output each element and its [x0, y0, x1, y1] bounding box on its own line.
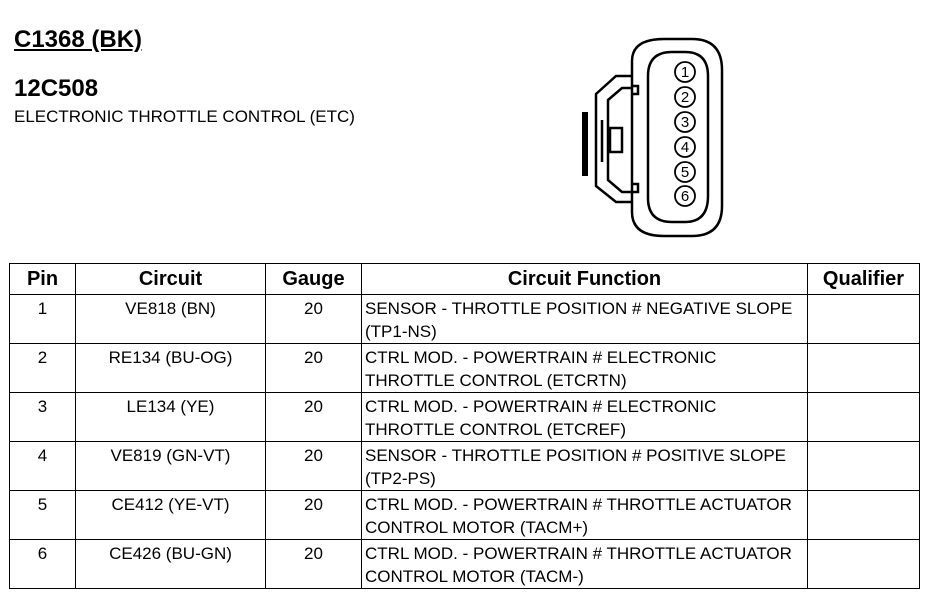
pin-marker-6: 6	[680, 188, 690, 205]
cell-circuit: VE819 (GN-VT)	[76, 442, 266, 491]
cell-pin: 2	[10, 344, 76, 393]
table-header-row	[10, 264, 920, 295]
connector-id: C1368 (BK)	[14, 26, 143, 53]
cell-qualifier	[808, 540, 920, 589]
pin-marker-5: 5	[680, 164, 690, 181]
cell-pin: 1	[10, 295, 76, 344]
cell-qualifier	[808, 295, 920, 344]
table-row	[10, 344, 920, 393]
connector-description: ELECTRONIC THROTTLE CONTROL (ETC)	[14, 107, 355, 126]
cell-gauge: 20	[266, 295, 362, 344]
cell-qualifier	[808, 344, 920, 393]
cell-gauge: 20	[266, 442, 362, 491]
cell-gauge: 20	[266, 540, 362, 589]
cell-pin: 4	[10, 442, 76, 491]
cell-gauge: 20	[266, 393, 362, 442]
table-row	[10, 295, 920, 344]
cell-circuit-function: CTRL MOD. - POWERTRAIN # ELECTRONIC THROTTLE CONTROL (ETCREF)	[362, 393, 808, 442]
cell-circuit-function: SENSOR - THROTTLE POSITION # POSITIVE SLOPE (TP2-PS)	[362, 442, 808, 491]
table-row	[10, 393, 920, 442]
cell-circuit: LE134 (YE)	[76, 393, 266, 442]
header-qualifier: Qualifier	[808, 264, 920, 295]
pin-marker-4: 4	[680, 139, 690, 156]
table-row	[10, 442, 920, 491]
cell-gauge: 20	[266, 491, 362, 540]
part-number: 12C508	[14, 75, 99, 102]
cell-pin: 3	[10, 393, 76, 442]
pin-marker-3: 3	[680, 114, 690, 131]
cell-pin: 6	[10, 540, 76, 589]
cell-circuit: CE412 (YE-VT)	[76, 491, 266, 540]
connector-face-drawing	[572, 36, 772, 242]
cell-circuit-function: CTRL MOD. - POWERTRAIN # THROTTLE ACTUATOR CONTROL MOTOR (TACM+)	[362, 491, 808, 540]
cell-circuit: CE426 (BU-GN)	[76, 540, 266, 589]
header-gauge: Gauge	[266, 264, 362, 295]
cell-qualifier	[808, 393, 920, 442]
header-circuit: Circuit	[76, 264, 266, 295]
cell-circuit: VE818 (BN)	[76, 295, 266, 344]
cell-qualifier	[808, 491, 920, 540]
table-row	[10, 540, 920, 589]
pin-marker-2: 2	[680, 89, 690, 106]
cell-gauge: 20	[266, 344, 362, 393]
header-pin: Pin	[10, 264, 76, 295]
cell-circuit-function: CTRL MOD. - POWERTRAIN # ELECTRONIC THROTTLE CONTROL (ETCRTN)	[362, 344, 808, 393]
cell-circuit-function: CTRL MOD. - POWERTRAIN # THROTTLE ACTUATOR CONTROL MOTOR (TACM-)	[362, 540, 808, 589]
cell-qualifier	[808, 442, 920, 491]
cell-circuit-function: SENSOR - THROTTLE POSITION # NEGATIVE SLOPE (TP1-NS)	[362, 295, 808, 344]
cell-pin: 5	[10, 491, 76, 540]
table-row	[10, 491, 920, 540]
pin-marker-1: 1	[680, 64, 690, 81]
pinout-table	[9, 263, 920, 589]
cell-circuit: RE134 (BU-OG)	[76, 344, 266, 393]
header-circuit-function: Circuit Function	[362, 264, 808, 295]
